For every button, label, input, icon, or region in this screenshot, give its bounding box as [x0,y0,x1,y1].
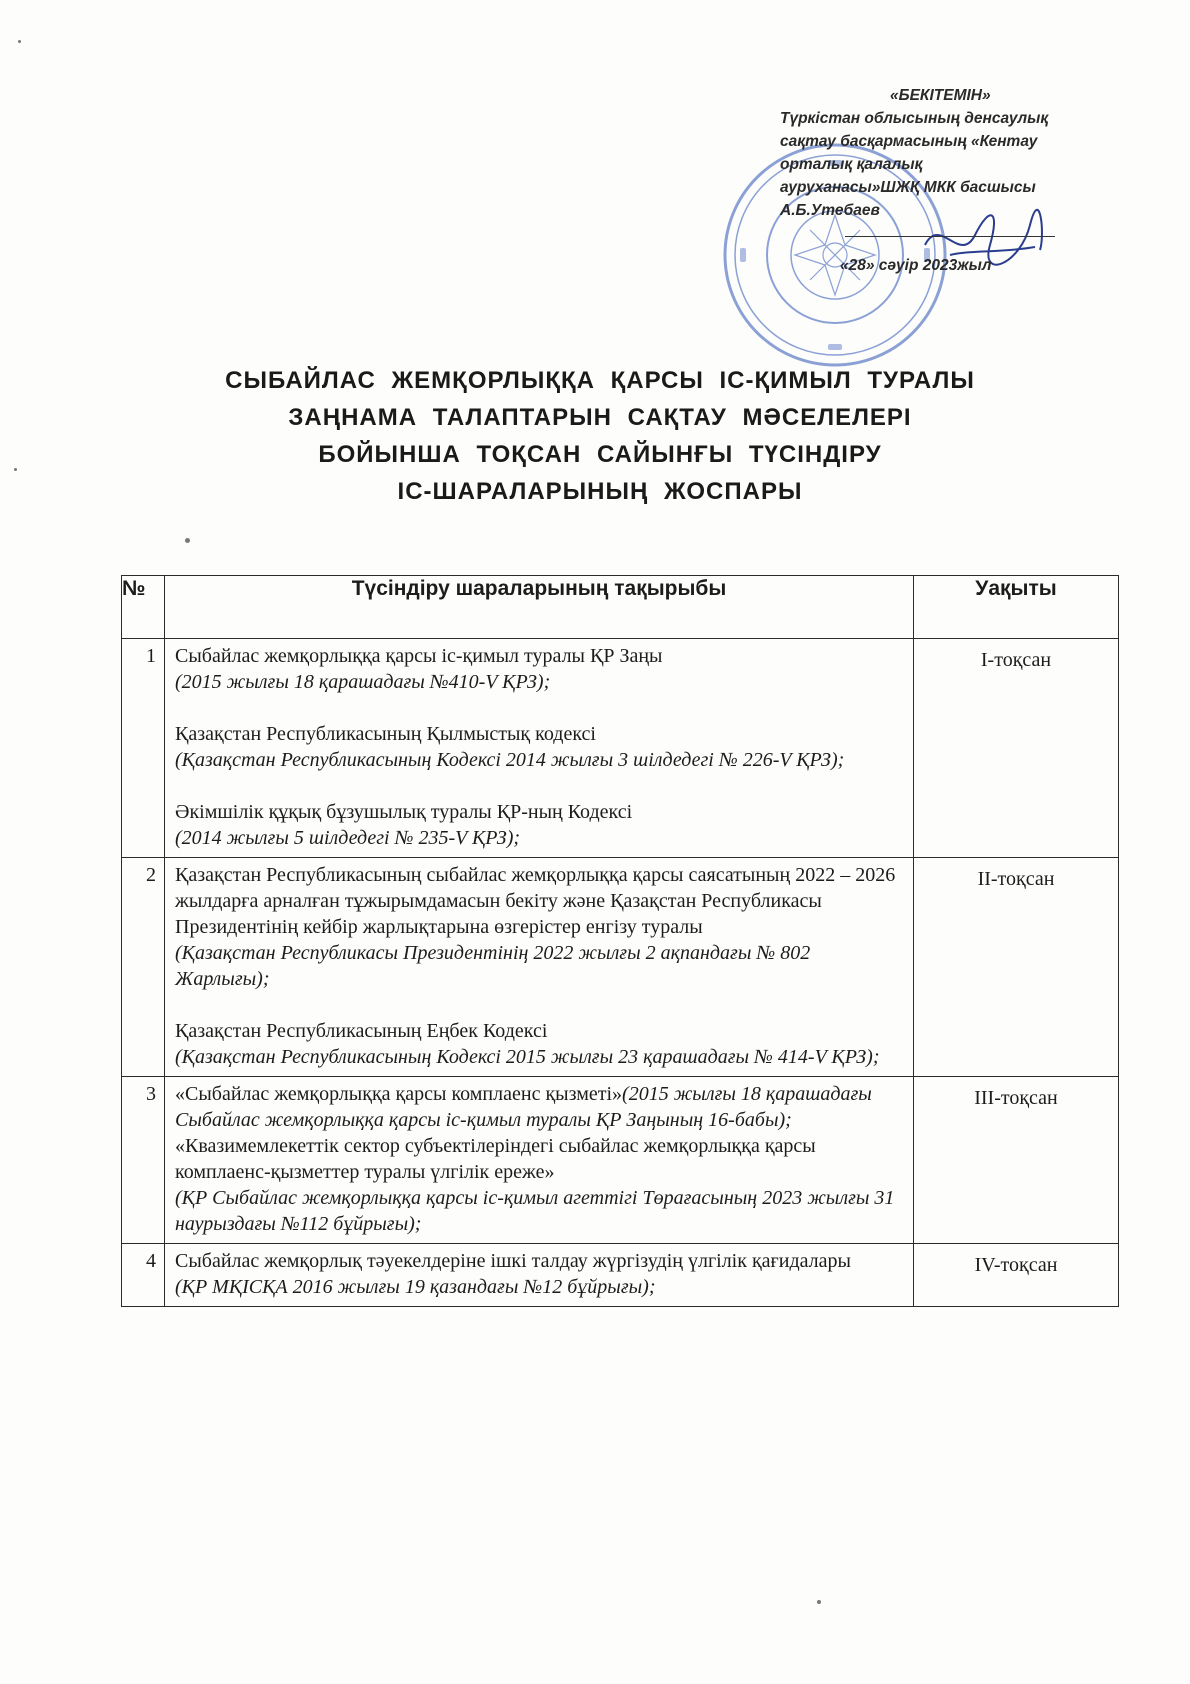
topic-entry [175,1081,903,1133]
topic-entry [175,799,903,851]
row-time: IV-тоқсан [914,1244,1119,1307]
title-line: БОЙЫНША ТОҚСАН САЙЫНҒЫ ТҮСІНДІРУ [318,441,882,468]
entry-note: (ҚР МҚІСҚА 2016 жылғы 19 қазандағы №12 бұйрығы); [175,1276,656,1298]
title-line: ІС-ШАРАЛАРЫНЫҢ ЖОСПАРЫ [397,478,803,505]
approval-line: орталық қалалық [780,156,923,173]
entry-text: Қазақстан Республикасының сыбайлас жемқорлыққа қарсы саясатының 2022 – 2026 жылдарға арналған тұжырымдамасын бекіту және Қазақстан Республикасы Президентінің кейбір жарлықтарына өзгерістер енгізу туралы [175,864,896,938]
signature-line [845,236,1055,237]
entry-note: (Қазақстан Республикасының Кодексі 2014 жылғы 3 шілдедегі № 226-V ҚРЗ); [175,749,845,771]
entry-text: Қазақстан Республикасының Еңбек Кодексі [175,1020,548,1042]
topic-entry [175,1248,903,1300]
row-topic [165,1244,914,1307]
header-time: Уақыты [914,576,1119,639]
row-number: 3 [122,1077,165,1244]
entry-text: «Квазимемлекеттік сектор субъектілеріндегі сыбайлас жемқорлыққа қарсы комплаенс-қызметтер туралы үлгілік ереже» [175,1135,816,1183]
row-topic [165,858,914,1077]
approval-line: сақтау басқармасының «Кентау [780,133,1038,150]
title-line: СЫБАЙЛАС ЖЕМҚОРЛЫҚҚА ҚАРСЫ ІС-ҚИМЫЛ ТУРАЛЫ [225,367,975,394]
row-time: ІІІ-тоқсан [914,1077,1119,1244]
row-topic [165,1077,914,1244]
topic-entry [175,862,903,992]
row-time: ІІ-тоқсан [914,858,1119,1077]
row-number: 1 [122,639,165,858]
approval-block [780,84,1120,277]
table-row [122,858,1119,1077]
entry-note: (2015 жылғы 18 қарашадағы Сыбайлас жемқорлыққа қарсы іс-қимыл туралы ҚР Заңының 16-бабы); [175,1083,872,1131]
topic-entry [175,721,903,773]
topic-entry [175,643,903,695]
scan-speck [14,468,17,471]
entry-note: (ҚР Сыбайлас жемқорлыққа қарсы іс-қимыл агеттігі Төрағасының 2023 жылғы 31 наурыздағы №112 бұйрығы); [175,1187,895,1235]
title-line: ЗАҢНАМА ТАЛАПТАРЫН САҚТАУ МӘСЕЛЕЛЕРІ [288,404,912,431]
entry-note: (2014 жылғы 5 шілдедегі № 235-V ҚРЗ); [175,827,521,849]
header-num: № [122,576,165,639]
row-number: 2 [122,858,165,1077]
table-row [122,1244,1119,1307]
row-topic [165,639,914,858]
entry-text: Сыбайлас жемқорлық тәуекелдеріне ішкі талдау жүргізудің үлгілік қағидалары [175,1250,851,1272]
entry-text: Сыбайлас жемқорлыққа қарсы іс-қимыл туралы ҚР Заңы [175,645,663,667]
approval-line: ауруханасы»ШЖҚ МКК басшысы [780,179,1036,196]
table-header-row [122,576,1119,639]
scan-speck [18,40,21,43]
header-topic: Түсіндіру шараларының тақырыбы [165,576,914,639]
row-time: І-тоқсан [914,639,1119,858]
table-row [122,1077,1119,1244]
entry-text: Қазақстан Республикасының Қылмыстық кодексі [175,723,596,745]
row-number: 4 [122,1244,165,1307]
signature-row [780,222,1120,250]
entry-text: Әкімшілік құқық бұзушылық туралы ҚР-ның Кодексі [175,801,633,823]
topic-entry [175,1133,903,1237]
entry-note: (Қазақстан Республикасы Президентінің 2022 жылғы 2 ақпандағы № 802 Жарлығы); [175,942,811,990]
plan-table [121,575,1119,1307]
approval-date: «28» сәуір 2023жыл [840,257,992,274]
entry-note: (Қазақстан Республикасының Кодексі 2015 жылғы 23 қарашадағы № 414-V ҚРЗ); [175,1046,880,1068]
topic-entry [175,1018,903,1070]
approval-line: Түркістан облысының денсаулық [780,110,1049,127]
table-row [122,639,1119,858]
scan-speck [817,1600,821,1604]
approver-name: А.Б.Утебаев [780,202,880,219]
document-title [150,362,1050,510]
entry-note: (2015 жылғы 18 қарашадағы №410-V ҚРЗ); [175,671,551,693]
scan-speck [185,538,190,543]
entry-text: «Сыбайлас жемқорлыққа қарсы комплаенс қызметі» [175,1083,623,1105]
approval-heading: «БЕКІТЕМІН» [890,87,991,104]
